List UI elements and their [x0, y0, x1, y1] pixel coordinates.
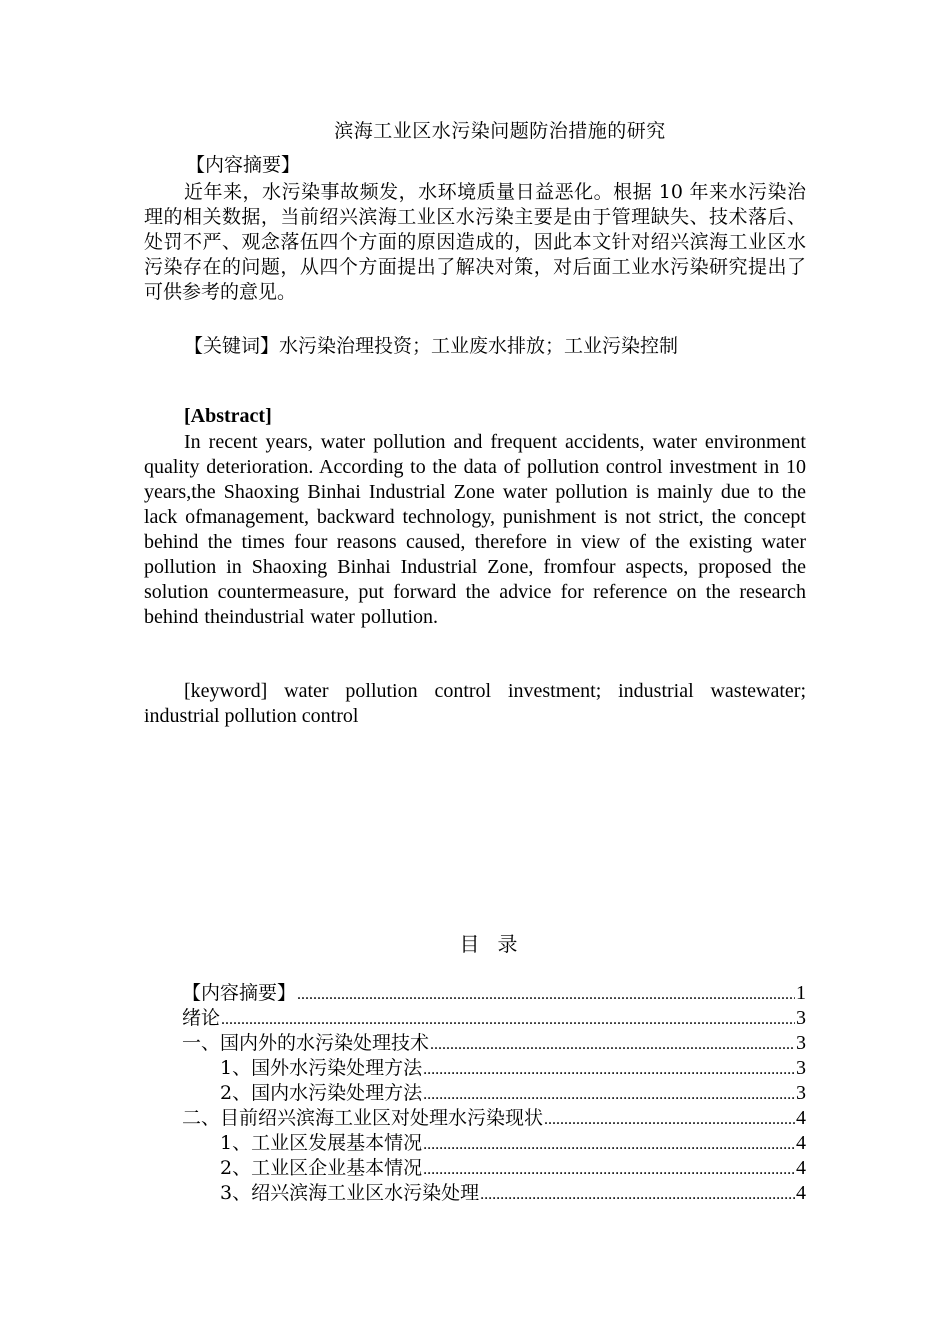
toc-entry-page: 4 — [796, 1132, 806, 1154]
toc-entry-page: 4 — [796, 1157, 806, 1179]
toc-leader-dots — [480, 1186, 795, 1204]
keywords-cn: 【关键词】水污染治理投资；工业废水排放；工业污染控制 — [184, 335, 679, 357]
toc-entry-page: 1 — [796, 982, 806, 1004]
toc-entry-page: 3 — [796, 1007, 806, 1029]
toc-entry[interactable] — [182, 1178, 806, 1203]
toc-entry-page: 3 — [796, 1082, 806, 1104]
toc-entry-text: 绪论 — [182, 1007, 221, 1029]
toc-entry-text: 二、目前绍兴滨海工业区对处理水污染现状 — [182, 1107, 544, 1129]
toc-leader-dots — [423, 1161, 795, 1179]
abstract-cn-heading: 【内容摘要】 — [186, 154, 301, 176]
toc-entry[interactable] — [182, 1078, 806, 1103]
toc-entry-page: 3 — [796, 1057, 806, 1079]
toc-entry[interactable] — [182, 1153, 806, 1178]
toc-entry-text: 1、国外水污染处理方法 — [220, 1057, 423, 1079]
toc-entry[interactable] — [182, 1053, 806, 1078]
toc-leader-dots — [221, 1011, 795, 1029]
toc-entry[interactable] — [182, 978, 806, 1003]
toc-entry-text: 2、国内水污染处理方法 — [220, 1082, 423, 1104]
toc-leader-dots — [423, 1061, 795, 1079]
document-title: 滨海工业区水污染问题防治措施的研究 — [334, 120, 666, 142]
toc-title: 目录 — [459, 932, 536, 956]
toc-entry-text: 1、工业区发展基本情况 — [220, 1132, 423, 1154]
toc-leader-dots — [297, 986, 795, 1004]
table-of-contents — [182, 978, 806, 1203]
toc-entry[interactable] — [182, 1128, 806, 1153]
toc-entry-page: 3 — [796, 1032, 806, 1054]
keywords-en: [keyword] water pollution control investment; industrial wastewater; industrial pollution control — [144, 680, 806, 727]
toc-entry[interactable] — [182, 1103, 806, 1128]
toc-leader-dots — [544, 1111, 795, 1129]
toc-entry-text: 3、绍兴滨海工业区水污染处理 — [220, 1182, 480, 1204]
abstract-en-heading: [Abstract] — [184, 405, 272, 427]
toc-leader-dots — [423, 1136, 795, 1154]
toc-entry-text: 一、国内外的水污染处理技术 — [182, 1032, 430, 1054]
toc-entry-text: 【内容摘要】 — [182, 982, 297, 1004]
toc-entry-page: 4 — [796, 1182, 806, 1204]
toc-entry[interactable] — [182, 1003, 806, 1028]
toc-leader-dots — [430, 1036, 795, 1054]
toc-entry[interactable] — [182, 1028, 806, 1053]
toc-entry-text: 2、工业区企业基本情况 — [220, 1157, 423, 1179]
abstract-cn-body: 近年来，水污染事故频发，水环境质量日益恶化。根据 10 年来水污染治理的相关数据，当前绍兴滨海工业区水污染主要是由于管理缺失、技术落后、处罚不严、观念落伍四个方面的原因造成的，因此本文针对绍兴滨海工业区水污染存在的问题，从四个方面提出了解决对策，对后面工业水污染研究提出了可供参考的意见。 — [144, 181, 806, 303]
toc-leader-dots — [423, 1086, 795, 1104]
toc-entry-page: 4 — [796, 1107, 806, 1129]
abstract-en-body: In recent years, water pollution and frequent accidents, water environment quality deterioration. According to the data of pollution control investment in 10 years,the Shaoxing Binhai Industrial Zone water pollution is mainly due to the lack ofmanagement, backward technology, punishment is not strict, the concept behind the times four reasons caused, therefore in view of the existing water pollution in Shaoxing Binhai Industrial Zone, fromfour aspects, proposed the solution countermeasure, put forward the advice for reference on the research behind theindustrial water pollution. — [144, 431, 806, 628]
